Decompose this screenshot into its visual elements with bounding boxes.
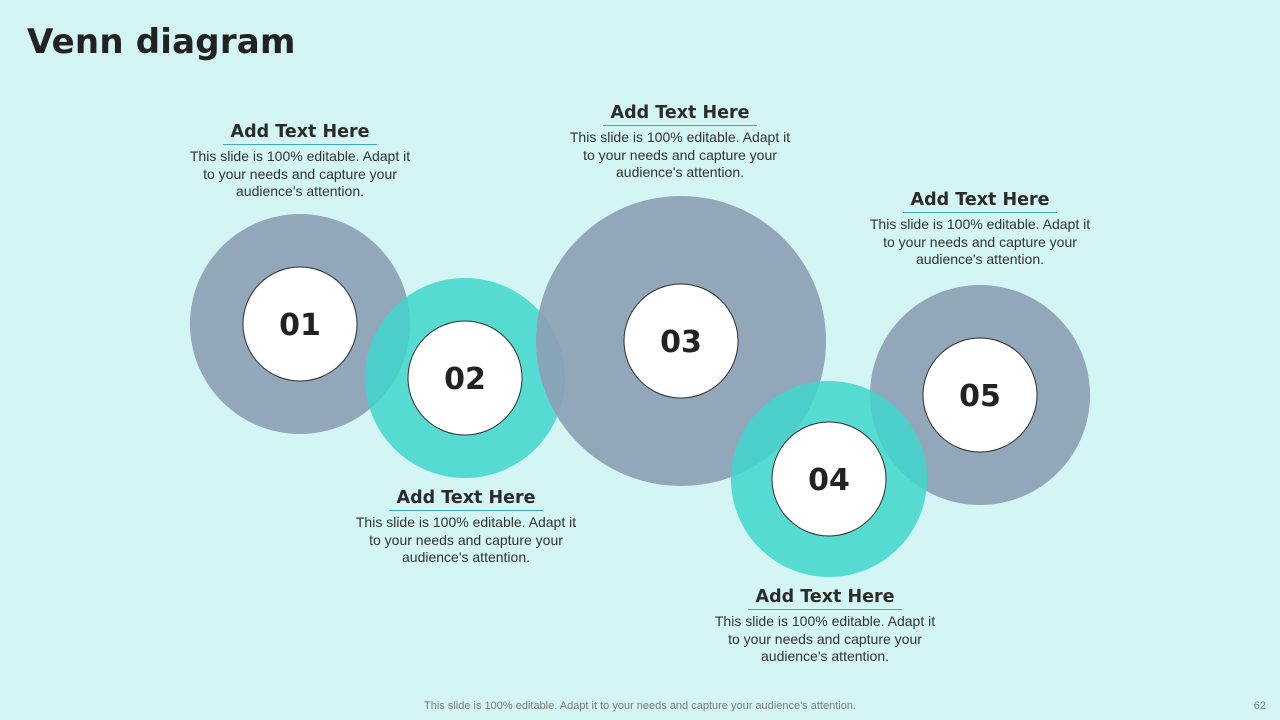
block-heading: Add Text Here (389, 488, 544, 511)
block-body: This slide is 100% editable. Adapt it to your needs and capture your audience's attention. (355, 514, 577, 565)
number-03: 03 (660, 325, 702, 360)
text-block-04 (705, 587, 945, 666)
block-body: This slide is 100% editable. Adapt it to your needs and capture your audience's attention. (189, 148, 411, 199)
block-heading: Add Text Here (903, 190, 1058, 213)
block-heading: Add Text Here (223, 122, 378, 145)
number-05: 05 (959, 379, 1001, 414)
block-body: This slide is 100% editable. Adapt it to your needs and capture your audience's attention. (714, 613, 936, 664)
text-block-02 (346, 488, 586, 567)
text-block-01 (180, 122, 420, 201)
number-02: 02 (444, 362, 486, 397)
number-04: 04 (808, 463, 850, 498)
page-number: 62 (1253, 700, 1266, 712)
text-block-03 (560, 103, 800, 182)
block-heading: Add Text Here (748, 587, 903, 610)
block-body: This slide is 100% editable. Adapt it to your needs and capture your audience's attention. (869, 216, 1091, 267)
block-body: This slide is 100% editable. Adapt it to your needs and capture your audience's attention. (569, 129, 791, 180)
footer-note: This slide is 100% editable. Adapt it to your needs and capture your audience's attention. (424, 700, 856, 712)
slide-title: Venn diagram (27, 22, 296, 62)
number-01: 01 (279, 308, 321, 343)
text-block-05 (860, 190, 1100, 269)
block-heading: Add Text Here (603, 103, 758, 126)
